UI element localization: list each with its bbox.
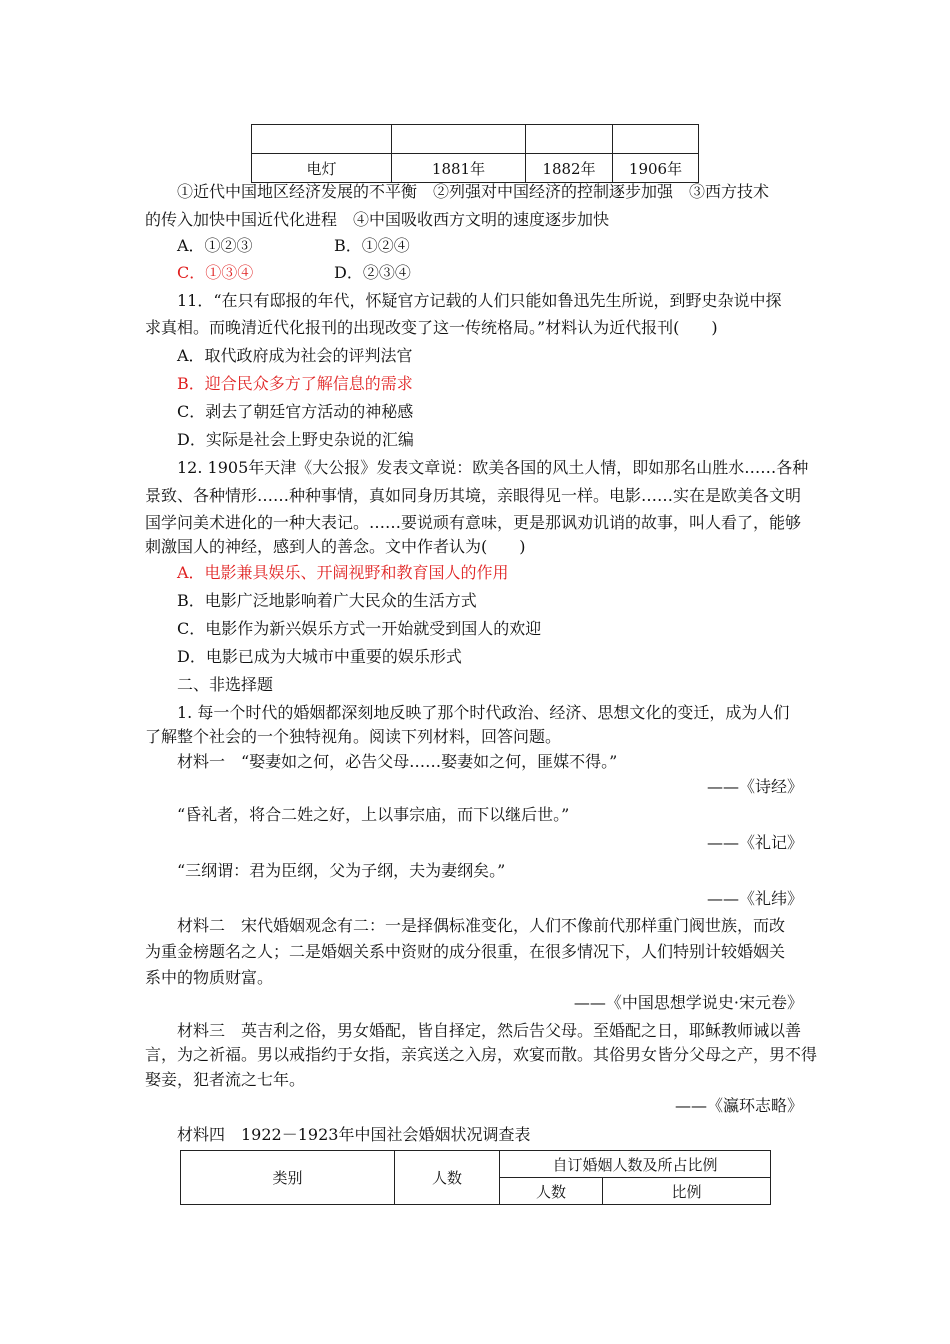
material-3-line: 材料三 英吉利之俗，男女婚配，皆自择定，然后告父母。至婚配之日，耶稣教师诫以善 (177, 1021, 802, 1040)
material-2-line: 为重金榜题名之人；二是婚姻关系中资财的成分很重，在很多情况下，人们特别计较婚姻关 (145, 942, 786, 961)
essay-intro-line: 了解整个社会的一个独特视角。阅读下列材料，回答问题。 (145, 727, 562, 746)
table-cell: 1882年 (526, 154, 613, 183)
q10-option-c-answer: C．①③④ (177, 263, 254, 282)
q10-option-b: B．①②④ (334, 236, 410, 255)
table-cell (252, 125, 392, 154)
material-1-source: ——《礼记》 (706, 833, 803, 852)
table-cell: 1881年 (392, 154, 526, 183)
material-3-line: 言，为之祈福。男以戒指约于女指，亲宾送之入房，欢宴而散。其俗男女皆分父母之产，男不得 (145, 1045, 818, 1064)
header-self-arranged: 自订婚姻人数及所占比例 (500, 1151, 771, 1178)
q12-option-a-answer: A．电影兼具娱乐、开阔视野和教育国人的作用 (177, 563, 509, 582)
essay-intro-line: 1. 每一个时代的婚姻都深刻地反映了那个时代政治、经济、思想文化的变迁，成为人们 (177, 703, 790, 722)
subheader-count: 人数 (500, 1178, 603, 1205)
material-2-line: 材料二 宋代婚姻观念有二：一是择偶标准变化，人们不像前代那样重门阀世族，而改 (177, 916, 786, 935)
marriage-survey-table (180, 1150, 771, 1205)
header-category: 类别 (181, 1151, 395, 1205)
material-3-source: ——《瀛环志略》 (674, 1096, 803, 1115)
q11-option-a: A．取代政府成为社会的评判法官 (177, 346, 413, 365)
q12-stem-line: 景致、各种情形……种种事情，真如同身历其境，亲眼得见一样。电影……实在是欧美各文明 (145, 486, 802, 505)
inventions-table (251, 124, 699, 183)
q11-stem-line: 求真相。而晚清近代化报刊的出现改变了这一传统格局。”材料认为近代报刊( ) (145, 318, 718, 337)
table-cell (526, 125, 613, 154)
table-cell: 1906年 (613, 154, 699, 183)
material-4-title: 材料四 1922－1923年中国社会婚姻状况调查表 (177, 1125, 531, 1144)
q12-option-b: B．电影广泛地影响着广大民众的生活方式 (177, 591, 477, 610)
header-count: 人数 (395, 1151, 500, 1205)
material-2-source: ——《中国思想学说史·宋元卷》 (573, 993, 803, 1012)
q11-option-b-answer: B．迎合民众多方了解信息的需求 (177, 374, 413, 393)
material-1-quote: 材料一 “娶妻如之何，必告父母……娶妻如之何，匪媒不得。” (177, 752, 618, 771)
q11-option-c: C．剥去了朝廷官方活动的神秘感 (177, 402, 414, 421)
material-3-line: 娶妾，犯者流之七年。 (145, 1070, 306, 1089)
q11-option-d: D．实际是社会上野史杂说的汇编 (177, 430, 414, 449)
q10-option-a: A．①②③ (177, 236, 253, 255)
q10-option-d: D．②③④ (334, 263, 411, 282)
material-2-line: 系中的物质财富。 (145, 968, 274, 987)
q12-stem-line: 刺激国人的神经，感到人的善念。文中作者认为( ) (145, 537, 526, 556)
q12-stem-line: 国学问美术进化的一种大表记。……要说顽有意味，更是那讽劝讥诮的故事，叫人看了，能够 (145, 513, 802, 532)
material-1-quote: “三纲谓：君为臣纲，父为子纲，夫为妻纲矣。” (177, 861, 506, 880)
subheader-ratio: 比例 (603, 1178, 771, 1205)
q10-statement-line: 的传入加快中国近代化进程 ④中国吸收西方文明的速度逐步加快 (145, 210, 610, 229)
q12-option-c: C．电影作为新兴娱乐方式一开始就受到国人的欢迎 (177, 619, 542, 638)
material-1-source: ——《礼纬》 (706, 889, 803, 908)
table-cell (613, 125, 699, 154)
table-cell: 电灯 (252, 154, 392, 183)
q12-option-d: D．电影已成为大城市中重要的娱乐形式 (177, 647, 462, 666)
q12-stem-line: 12. 1905年天津《大公报》发表文章说：欧美各国的风土人情，即如那名山胜水……各种 (177, 458, 809, 477)
q10-statement-line: ①近代中国地区经济发展的不平衡 ②列强对中国经济的控制逐步加强 ③西方技术 (177, 182, 770, 201)
q11-stem-line: 11．“在只有邸报的年代，怀疑官方记载的人们只能如鲁迅先生所说，到野史杂说中探 (177, 291, 782, 310)
section-heading: 二、非选择题 (177, 675, 274, 694)
material-1-source: ——《诗经》 (706, 777, 803, 796)
table-cell (392, 125, 526, 154)
material-1-quote: “昏礼者，将合二姓之好，上以事宗庙，而下以继后世。” (177, 805, 570, 824)
